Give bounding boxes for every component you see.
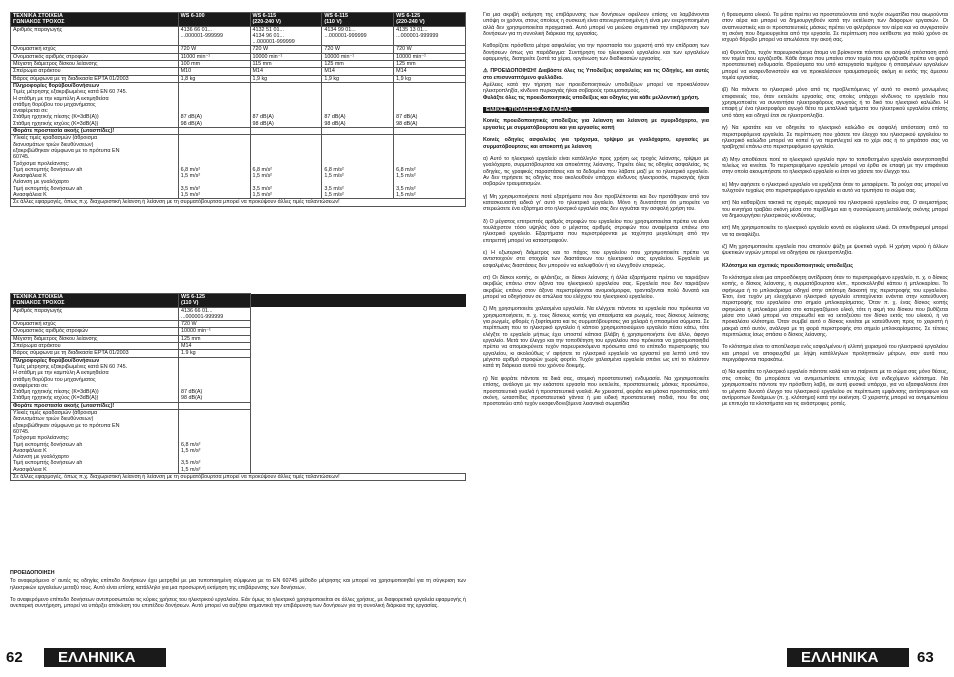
page-number: 62 — [6, 649, 23, 666]
table-note-row — [11, 474, 466, 481]
row-label: Βάρος σύμφωνα με τη διαδικασία EPTA 01/2003 — [11, 75, 179, 82]
technical-data-table-2 — [10, 293, 466, 481]
table-spacer — [251, 307, 466, 321]
read-warning-text-3: Φυλάξτε όλες τις προειδοποιητικές υποδείξεις και οδηγίες για κάθε μελλοντική χρήση. — [483, 94, 700, 101]
row-value: 4134 99 01... ...000001-999999 — [322, 26, 394, 46]
row-value — [179, 402, 251, 409]
row-value: 4132 51 01... 4134 96 01... ...000001-999999 — [250, 26, 322, 46]
row-label: Σπείρωμα ατράκτου — [11, 68, 179, 75]
header-model: WS 6-115 (110 V) — [322, 13, 394, 27]
vibration-warning — [10, 570, 466, 616]
header-model: WS 6-115 (220-240 V) — [250, 13, 322, 27]
table-note-row — [11, 199, 466, 206]
row-value: 6,8 m/s² 1,5 m/s² 3,5 m/s² 1,5 m/s² — [394, 135, 466, 199]
row-value: 87 dB(A) 98 dB(A) — [179, 357, 251, 402]
row-value: M14 — [394, 68, 466, 75]
safety-item-iz: ιζ) Μη χρησιμοποιείτε εργαλεία που απαιτούν ψύξη με ψυκτικά υγρά. Η χρήση νερού ή άλλων ψυκτικών υγρών μπορεί να οδηγήσει σε ηλεκτροπληξία. — [722, 243, 948, 257]
page-63 — [477, 0, 954, 677]
safety-item-ist: ιστ) Να καθαρίζετε τακτικά τις σχισμές αερισμού του ηλεκτρικού εργαλείου σας. Ο ανεμιστήρας του κινητήρα τραβάει σκόνη μέσα στο περίβλημα και η συσσώρευση μεταλλικής σκόνης μπορεί να δημιουργήσει ηλεκτρικούς κινδύνους. — [722, 200, 948, 219]
row-value: 720 W — [322, 46, 394, 53]
technical-data-table-1 — [10, 12, 466, 207]
header-label: ΤΕΧΝΙΚΑ ΣΤΟΙΧΕΙΑ ΓΩΝΙΑΚΟΣ ΤΡΟΧΟΣ — [11, 294, 179, 308]
row-label: Ονομαστικός αριθμός στροφών — [11, 53, 179, 60]
row-value: 125 mm — [322, 61, 394, 68]
row-label: Φοράτε προστασία ακοής (ωτασπίδες)! — [11, 128, 179, 135]
safety-heading-1: Κοινές προειδοποιητικές υποδείξεις για λείανση και λείανση με σμυριδόχαρτο, για εργασίες με συρματόβουρτσα και για εργασίες κοπή — [483, 118, 709, 131]
row-value: 4136 66 01... ...000001-999999 — [178, 26, 250, 46]
table-row — [11, 68, 466, 75]
row-value — [394, 128, 466, 135]
language-label: ΕΛΛΗΝΙΚΑ — [787, 648, 909, 667]
table-row — [11, 402, 466, 409]
row-label: Φοράτε προστασία ακοής (ωτασπίδες)! — [11, 402, 179, 409]
table-row — [11, 321, 466, 328]
row-value: M10 — [178, 68, 250, 75]
row-value: 720 W — [250, 46, 322, 53]
warning-paragraph-2: Το αναφερόμενο επίπεδο δονήσεων αντιπροσωπεύει τις κύριες χρήσεις του ηλεκτρικού εργαλείου. Εάν όμως το ηλεκτρικό χρησιμοποιείται σε άλλες χρήσεις, με διαφορετικά εργαλεία εφαρμογής ή ανεπαρκή συντήρηση, μπορεί να υπάρξει απόκλιση του επιπέδου δονήσεων. Αυτό μπορεί να αυξήσει σημαντικά την επιβάρυνση των δονήσεων για τη συνολική διάρκεια της εργασίας. — [10, 597, 466, 610]
safety-item-ia: ια) Φροντίζετε, τυχόν παρευρισκόμενα άτομα να βρίσκονται πάντοτε σε ασφαλή απόσταση από τον τομέα που εργάζεσθε. Κάθε άτομο που μπαίνει στον τομέα που εργάζεσθε πρέπει να φορά προστατευτική ενδυμασία. Θραύσματα του υπό κατεργασία τεμάχιου ή σπασμένων εργαλείων μπορεί να εκσφενδονιστούν και να προκαλέσουν τραυματισμούς ακόμη κι εκτός της άμεσου τομέα εργασίας. — [722, 49, 948, 82]
kickback-paragraph: Το κλότσημα είναι μια απροσδόκητη αντίδραση όταν το περιστρεφόμενο εργαλείο, π. χ. ο δίσκος κοπής, ο δίσκος λείανσης, η συρματόβουρτσα κλπ., προσκολληθεί κάπου ή μπλοκαρίσει. Το σφήνωμα ή το μπλοκάρισμα οδηγεί στην απότομη διακοπή της περιστροφής του εργαλείου. Έτσι, ένα τυχόν μη ελεγχόμενο ηλεκτρικό εργαλείο επιταχύνεται ενάντια στην κατεύθυνση περιστροφής του εργαλείου στο σημείο μπλοκαρίσματος. Όταν π. χ. ένας δίσκος κοπής σφηνώσει ή μπλοκάρει μέσα στο κατεργαζόμενο υλικό, τότε η ακμή του δίσκου που βυθίζεται μέσα στο υλικό μπορεί να στερεωθεί και να εκτοξεύσει τον δίσκο εκτός του υλικού, ή να προκαλέσει κλότσημα. Όταν συμβεί αυτό ο δίσκος κινείται με κατεύθυνση προς το χειριστή ή μακριά από αυτόν, ανάλογα με τη φορά περιστροφής στο σημείο μπλοκαρίσματος. Σε τέτοιες περιπτώσεις ίσως σπάσει ο δίσκος λείανσης. — [722, 275, 948, 339]
row-value: 1.9 kg — [179, 350, 251, 357]
row-label: Σπείρωμα ατράκτου — [11, 343, 179, 350]
read-warning — [483, 68, 709, 81]
kickback-paragraph-2: Το κλότσημα είναι το αποτέλεσμα ενός εσφαλμένου ή ελλιπή χειρισμού του ηλεκτρικού εργαλείου και μπορεί να αποφευχθεί με λήψη κατάλληλων προληπτικών μέτρων, σαν αυτά που περιγράφονται παρακάτω. — [722, 344, 948, 364]
safety-item-e: ε) Η εξωτερική διάμετρος και το πάχος του εργαλείου που χρησιμοποιείτε πρέπει να αντιστοιχούν στα στοιχεία των διαστάσεων του ηλεκτρικού σας εργαλείου. Εργαλεία με εσφαλμένες διαστάσεις δεν μπορούν να καλυφθούν ή να ελεγχθούν επαρκώς. — [483, 249, 709, 269]
table-header-row — [11, 294, 466, 308]
row-label: Πληροφορίες θορύβου/δονήσεων Τιμές μέτρησης εξακριβωμένες κατά EN 60 745. Η στάθμη με την καμπύλη Α εκτιμηθείσα στάθμη θορύβου του μηχανήματος αναφέρεται σε: Στάθμη ηχητικής πίεσης (K=3dB(A)) Στάθμη ηχητικής ισχύος (K=3dB(A)) — [11, 357, 179, 402]
safety-item-ig: ιγ) Να κρατάτε και να οδηγείτε το ηλεκτρικό καλώδιο σε ασφαλή απόσταση από τα περιστρεφόμενα εργαλεία. Σε περίπτωση που χάσετε τον έλεγχο του ηλεκτρικού εργαλείου το ηλεκτρικό καλώδιο μπορεί να κοπεί ή να περιπλεχτεί και το χέρι σας ή το μπράτσο σας να τραβηχτεί επάνω στο περιστρεφόμενο εργαλείο. — [722, 125, 948, 151]
table-row — [11, 135, 466, 199]
table-row — [11, 357, 466, 402]
row-value: 1,8 kg — [178, 75, 250, 82]
table-spacer — [251, 350, 466, 357]
table-spacer — [251, 328, 466, 335]
safety-heading-2: Κοινές οδηγίες ασφαλείας για τρόχισμα, τρίψιμο με γυαλόχαρτο, εργασίες με συρματόβουρτσες και αποκοπή με λείανση — [483, 137, 709, 150]
row-value: 100 mm — [178, 61, 250, 68]
row-value: M14 — [179, 343, 251, 350]
row-value: 6,8 m/s² 1,5 m/s² 3,5 m/s² 1,5 m/s² — [250, 135, 322, 199]
table-row — [11, 350, 466, 357]
warning-triangle-icon: ⚠ — [483, 68, 489, 75]
row-value: M14 — [322, 68, 394, 75]
row-value: 10000 min⁻¹ — [179, 328, 251, 335]
safety-item-i: η) Να φοράτε πάντοτε τα δικά σας, ατομική προστατευτική ενδυμασία. Να χρησιμοποιείτε επίσης, ανάλογα με την εκάστοτε εργασία που εκτελείτε, προστατευτικές μάσκες προσώπου, προστατευτικά γυαλιά ή προστατευτικά γυαλιά. Αν χρειαστεί, φοράτε και μάσκα προστασίας από σκόνη, ωτασπίδες προστατευτικά γάντια ή μια ειδική προστατευτική ποδιά, που θα σας προστατεύει από τυχόν εκσφενδονιζόμενα λειαντικά σωματίδια — [483, 375, 709, 408]
row-label: Ονομαστική ισχύς — [11, 321, 179, 328]
warning-paragraph-1: Το αναφερόμενο σ' αυτές τις οδηγίες επίπεδο δονήσεων έχει μετρηθεί με μια τυποποιημένη σύμφωνα με το EN 60745 μέθοδο μέτρησης και μπορεί να χρησιμοποιηθεί για τη σύγκριση των ηλεκτρικών εργαλείων μεταξύ τους. Αυτό είναι επίσης κατάλληλο για μια προσωρινή εκτίμηση της επιβάρυνσης των δονήσεων. — [10, 578, 466, 591]
table-row — [11, 128, 466, 135]
row-value: M14 — [250, 68, 322, 75]
safety-item-i-cont: ή θραυσματα υλικού. Τα μάτια πρέπει να προστατεύονται από τυχόν σωματίδια που αιωρούνται στον αέρα και μπορεί να δημιουργηθούν κατά την εκτέλεση των διάφορων εργασιών. Οι αναπνευστικές και οι προστατευτικές μάσκες πρέπει να φιλτράρουν τον αέρα και να συγκρατούν τη σκόνη που δημιουργείται από την εργασία. Σε περίπτωση που εκτίθεστε για πολύ χρόνο σε ισχυρό θόρυβο μπορεί να απωλέσετε την ακοή σας. — [722, 12, 948, 44]
row-label: Αριθμός παραγωγής — [11, 26, 179, 46]
page-number: 63 — [917, 649, 934, 666]
safety-item-z: ζ) Μη χρησιμοποιείτε χαλασμένα εργαλεία. Να ελέγχετε πάντοτε τα εργαλεία που πρόκειται να χρησιμοποιήσετε, π. χ. τους δίσκους κοπής για σπασίματα και ρωγμές, τους δίσκους λείανσης για ρωγμές, φθορές ή ξεφτίσματα και τις συρματόβουρτσες για χαλαρά ή σπασμένα σύρματα. Σε περίπτωση που το ηλεκτρικό εργαλείο ή κάποιο χρησιμοποιούμενο εργαλείο πέσει κάτω, τότε ελέγξτε το εργαλείο μήπως έχει υποστεί κάποια βλάβη ή χρησιμοποιήστε ένα άλλο, άφογο εργαλείο. Μετά τον έλεγχο και την τοποθέτηση του εργαλείου που πρόκειται να χρησιμοποιηθεί πρέπει να απομακρύνετε τυχόν παρευρισκόμενα πρόσωπα από το επίπεδο περιστροφής του εργαλείου, κι ακολούθως ν' αφήσετε το ηλεκτρικό εργαλείο να εργαστεί για λεπτό υπό τον μέγιστο αριθμό στροφών χωρίς φορτίο. Τυχόν χαλασμένα εργαλεία σπάνε ως επί το πλείστον κατά τη διάρκεια αυτού του χρόνου δοκιμής. — [483, 306, 709, 370]
table-spacer — [251, 402, 466, 409]
column-1 — [483, 12, 709, 414]
row-value: 115 mm — [250, 61, 322, 68]
table-row — [11, 328, 466, 335]
row-label: Πληροφορίες θορύβου/δονήσεων Τιμές μέτρησης εξακριβωμένες κατά EN 60 745. Η στάθμη με την καμπύλη Α εκτιμηθείσα στάθμη θορύβου του μηχανήματος αναφέρεται σε: Στάθμη ηχητικής πίεσης (K=3dB(A)) Στάθμη ηχητικής ισχύος (K=3dB(A)) — [11, 82, 179, 127]
table-spacer — [251, 294, 466, 308]
row-value: 125 mm — [394, 61, 466, 68]
row-label: Μέγιστη διάμετρος δίσκου λείανσης — [11, 335, 179, 342]
table-row — [11, 61, 466, 68]
row-value: 6,8 m/s² 1,5 m/s² 3,5 m/s² 1,5 m/s² — [179, 410, 251, 474]
table-spacer — [251, 343, 466, 350]
row-value — [322, 128, 394, 135]
row-value: 10000 min⁻¹ — [322, 53, 394, 60]
header-label: ΤΕΧΝΙΚΑ ΣΤΟΙΧΕΙΑ ΓΩΝΙΑΚΟΣ ΤΡΟΧΟΣ — [11, 13, 179, 27]
safety-item-a: α) Αυτό το ηλεκτρικό εργαλείο είναι κατάλληλο προς χρήση ως τροχός λείανσης, τρίψιμο με γυαλόχαρτο, συρματόβουρτσα και αποκόπτης λείανσης. Τηρείτε όλες τις οδηγίες ασφαλείας, τις οδηγίες, τις γραφικές παραστάσεις και τα δεδομένα που λάβατε μαζί με το ηλεκτρικό εργαλείο. Αν δεν τηρήσετε τις οδηγίες που ακολουθούν υπάρχει κίνδυνος ηλεκτροσόκ, πυρκαγιάς ή/και σοβαρών τραυματισμών. — [483, 155, 709, 188]
table-row — [11, 26, 466, 46]
row-value: 87 dB(A) 98 dB(A) — [250, 82, 322, 127]
read-warning-text: ΠΡΟΕΙΔΟΠΟΙΗΣΗ! Διαβάστε όλες τις Υποδείξεις ασφαλείας και τις Οδηγίες, και αυτές στο επισυναπτόμενο φυλλάδιο. — [483, 68, 709, 81]
row-value: 10000 min⁻¹ — [250, 53, 322, 60]
table-note: Σε άλλες εφαρμογές, όπως π.χ. διαχωριστική λείανση ή λείανση με τη συρματόβουρτσα μπορεί να προκύψουν άλλες τιμές ταλαντώσεων! — [11, 474, 466, 481]
safety-item-c: γ) Μη χρησιμοποιήσετε ποτέ εξαρτήματα που δεν προβλέπονται και δεν προτάθηκαν από τον κατασκευαστή ειδικά γι' αυτό το ηλεκτρικό εργαλείο. Μόνο η δυνατότητα ότι μπορείτε να στερεώσετε ένα εξάρτημα στο ηλεκτρικό εργαλείο σας δεν εγγυάται την ασφαλή χρήση του. — [483, 193, 709, 213]
row-value: 4136 66 01... ...000001-999999 — [179, 307, 251, 321]
row-value: 4135 13 01... ...000001-999999 — [394, 26, 466, 46]
row-value: 720 W — [179, 321, 251, 328]
row-value: 720 W — [178, 46, 250, 53]
section-title: ΕΙΔΙΚΕΣ ΥΠΟΔΕΙΞΕΙΣ ΑΣΦΑΛΕΙΑΣ — [483, 107, 709, 113]
kickback-item-a: α) Να κρατάτε το ηλεκτρικό εργαλείο πάντοτε καλά και να παίρνετε με το σώμα σας μόνο θέσεις, στις οποίες θα μπορέσετε να αντιμετωπίσετε επιτυχώς ένα ενδεχόμενο κλότσημα. Να χρησιμοποιείτε πάντοτε την πρόσθετη λαβή, αν αυτή φυσικά υπάρχει, για να εξασφαλίσετε έτσι το μέγιστο δυνατό έλεγχο του ηλεκτρικού εργαλείου σε περίπτωση εμφάνισης αντίστροφων και αντίρροπων δυνάμεων (π. χ. κλότσημα) κατά την εκκίνηση. Ο χειριστής μπορεί να αντιμετωπίσει με επιτυχία τα κλοτσήματα και τις ανάστροφες ροπές. — [722, 369, 948, 408]
safety-item-ib: ιβ) Να πιάνετε το ηλεκτρικό μόνο από τις προβλεπόμενες γι' αυτό το σκοπό μονωμένες επιφανειές του, όταν εκτελείτε εργασίες στις οποίες υπάρχει κίνδυνος το εργαλείο που χρησιμοποιείτε να συναντήσει ηλεκτροφόρους αγωγούς ή το δικό του ηλεκτρικό καλώδιο. Η επαφή μ' ένα ηλεκτροφόρο αγωγό θέτει τα μεταλλικά τμήματα του ηλεκτρικού εργαλείου επίσης υπό τάση και οδηγεί έτσι σε ηλεκτροπληξία. — [722, 87, 948, 119]
table-row — [11, 53, 466, 60]
safety-item-id: ιδ) Μην αποθέσετε ποτέ το ηλεκτρικό εργαλείο πριν το τοποθετημένο εργαλείο ακινητοποιηθεί τελείως να κινείται. Το περιστρεφόμενο εργαλείο μπορεί να έρθει σε επαφή με την επιφάνεια στην οποία ακουμπήσατε το ηλεκτρικό εργαλείο κι έτσι να χάσετε τον έλεγχο του. — [722, 156, 948, 176]
kickback-title: Κλότσημα και σχετικές προειδοποιητικές υποδείξεις — [722, 262, 854, 269]
row-value: 87 dB(A) 98 dB(A) — [322, 82, 394, 127]
row-label: Μέγιστη διάμετρος δίσκου λείανσης — [11, 61, 179, 68]
warning-title: ΠΡΟΕΙΔΟΠΟΙΗΣΗ — [10, 570, 55, 576]
table-header-row — [11, 13, 466, 27]
row-value: 1,9 kg — [250, 75, 322, 82]
row-value — [178, 128, 250, 135]
row-value: 1,9 kg — [394, 75, 466, 82]
table-row — [11, 307, 466, 321]
row-value: 720 W — [394, 46, 466, 53]
row-label: Ονομαστικός αριθμός στροφών — [11, 328, 179, 335]
row-value: 6,8 m/s² 1,5 m/s² 3,5 m/s² 1,5 m/s² — [178, 135, 250, 199]
row-value: 125 mm — [179, 335, 251, 342]
column-2 — [722, 12, 948, 414]
intro-paragraph-1: Για μια ακριβή εκτίμηση της επιβάρυνσης των δονήσεων οφείλουν επίσης να λαμβάνονται υπόψη οι χρόνοι, στους οποίους η συσκευή είναι απενεργοποιημένη ή είναι μεν ενεργοποιημένη αλλά δεν χρησιμοποιείται πραγματικά. Αυτό μπορεί να μειώσει σημαντικά την επιβάρυνση των δονήσεων για τη συνολική διάρκεια της εργασίας. — [483, 12, 709, 38]
row-label: Αριθμός παραγωγής — [11, 307, 179, 321]
header-model: WS 6-100 — [178, 13, 250, 27]
table-spacer — [251, 335, 466, 342]
row-value: 11000 min⁻¹ — [178, 53, 250, 60]
row-value: 1,9 kg — [322, 75, 394, 82]
table-spacer — [251, 321, 466, 328]
read-warning-text-2: Αμέλειες κατά την τήρηση των προειδοποιητικών υποδείξεων μπορεί να προκαλέσουν ηλεκτροπληξία, κίνδυνο πυρκαγιάς ή/και σοβαρούς τραυματισμούς. — [483, 82, 709, 95]
table-row — [11, 335, 466, 342]
table-row — [11, 410, 466, 474]
intro-paragraph-2: Καθορίζετε πρόσθετα μέτρα ασφαλείας για την προστασία του χειριστή από την επίδραση των δονήσεων όπως για παράδειγμα: Συντήρηση του ηλεκτρικού εργαλείου και των εργαλείων εφαρμογής, διατηρείτε ζεστά τα χέρια, οργάνωση των διαδικασιών εργασίας. — [483, 43, 709, 63]
row-value — [250, 128, 322, 135]
safety-item-ie: ιε) Μην αφήσετε ο ηλεκτρικό εργαλείο να εργάζεται όταν το μεταφέρετε. Τα ρούχα σας μπορεί να τυλιχτούν τυχαίως στο περιστρεφόμενο εργαλείο κι αυτό να τρυπήσει το σώμα σας. — [722, 181, 948, 194]
header-model: WS 6-125 (220-240 V) — [394, 13, 466, 27]
table-note: Σε άλλες εφαρμογές, όπως π.χ. διαχωριστική λείανση ή λείανση με τη συρματόβουρτσα μπορεί να προκύψουν άλλες τιμές ταλαντώσεων! — [11, 199, 466, 206]
row-value: 6,8 m/s² 1,5 m/s² 3,5 m/s² 1,5 m/s² — [322, 135, 394, 199]
row-value: 10000 min⁻¹ — [394, 53, 466, 60]
table-row — [11, 82, 466, 127]
row-label: Υλικές τιμές κραδασμών (άθροισμα διανυσμάτων τριών διευθύνσεων) εξακριβώθηκαν σύμφωνα με το πρότυπα EN 60745. Τρόχισμα προλείανσης: Τιμή εκπομπής δονήσεων ah Ανασφάλεια K Λείανση με γυαλόχαρτο Τιμή εκπομπής δονήσεων ah Ανασφάλεια K — [11, 135, 179, 199]
table-row — [11, 75, 466, 82]
table-spacer — [251, 410, 466, 474]
table-row — [11, 46, 466, 53]
row-label: Βάρος σύμφωνα με τη διαδικασία EPTA 01/2003 — [11, 350, 179, 357]
safety-item-d: δ) Ο μέγιστος επιτρεπτός αριθμός στροφών του εργαλείου που χρησιμοποιείται πρέπει να είναι τουλάχιστον τόσο υψηλός όσο ο μέγιστος αριθμός στροφών που αναφέρεται επάνω στο ηλεκτρικό εργαλείο. Εξαρτήματα που περιστρέφονται με ταχύτητα μεγαλύτερη από την επιτρεπτή μπορεί να καταστραφούν. — [483, 218, 709, 244]
safety-item-ist2: ιστ) Μη χρησιμοποιείτε το ηλεκτρικό εργαλείο κοντά σε εύφλεκτα υλικά. Οι σπινθηρισμοί μπορεί να τα αναφλέξει. — [722, 225, 948, 238]
language-label: ΕΛΛΗΝΙΚΑ — [44, 648, 166, 667]
row-value: 87 dB(A) 98 dB(A) — [394, 82, 466, 127]
row-label: Ονομαστική ισχύς — [11, 46, 179, 53]
table-row — [11, 343, 466, 350]
row-label: Υλικές τιμές κραδασμών (άθροισμα διανυσμάτων τριών διευθύνσεων) εξακριβώθηκαν σύμφωνα με το πρότυπα EN 60745. Τρόχισμα προλείανσης: Τιμή εκπομπής δονήσεων ah Ανασφάλεια K Λείανση με γυαλόχαρτο Τιμή εκπομπής δονήσεων ah Ανασφάλεια K — [11, 410, 179, 474]
safety-item-st: στ) Οι δίσκοι κοπής, οι φλάντζες, οι δίσκοι λείανσης ή άλλα εξαρτήματα πρέπει να ταιριάζουν ακριβώς επάνω στον άξονα του ηλεκτρικού εργαλείου σας. Εργαλεία που δεν ταιριάζουν ακριβώς επάνω στον άξονα περιστρέφονται ανομοιόμορφα, τρανταζονται πολύ δυνατά και μπορεί να οδηγήσουν σε απώλεια του ελέγχου του ηλεκτρικού εργαλείου. — [483, 275, 709, 301]
row-value: 87 dB(A) 98 dB(A) — [178, 82, 250, 127]
table-spacer — [251, 357, 466, 402]
header-model: WS 6-125 (110 V) — [179, 294, 251, 308]
